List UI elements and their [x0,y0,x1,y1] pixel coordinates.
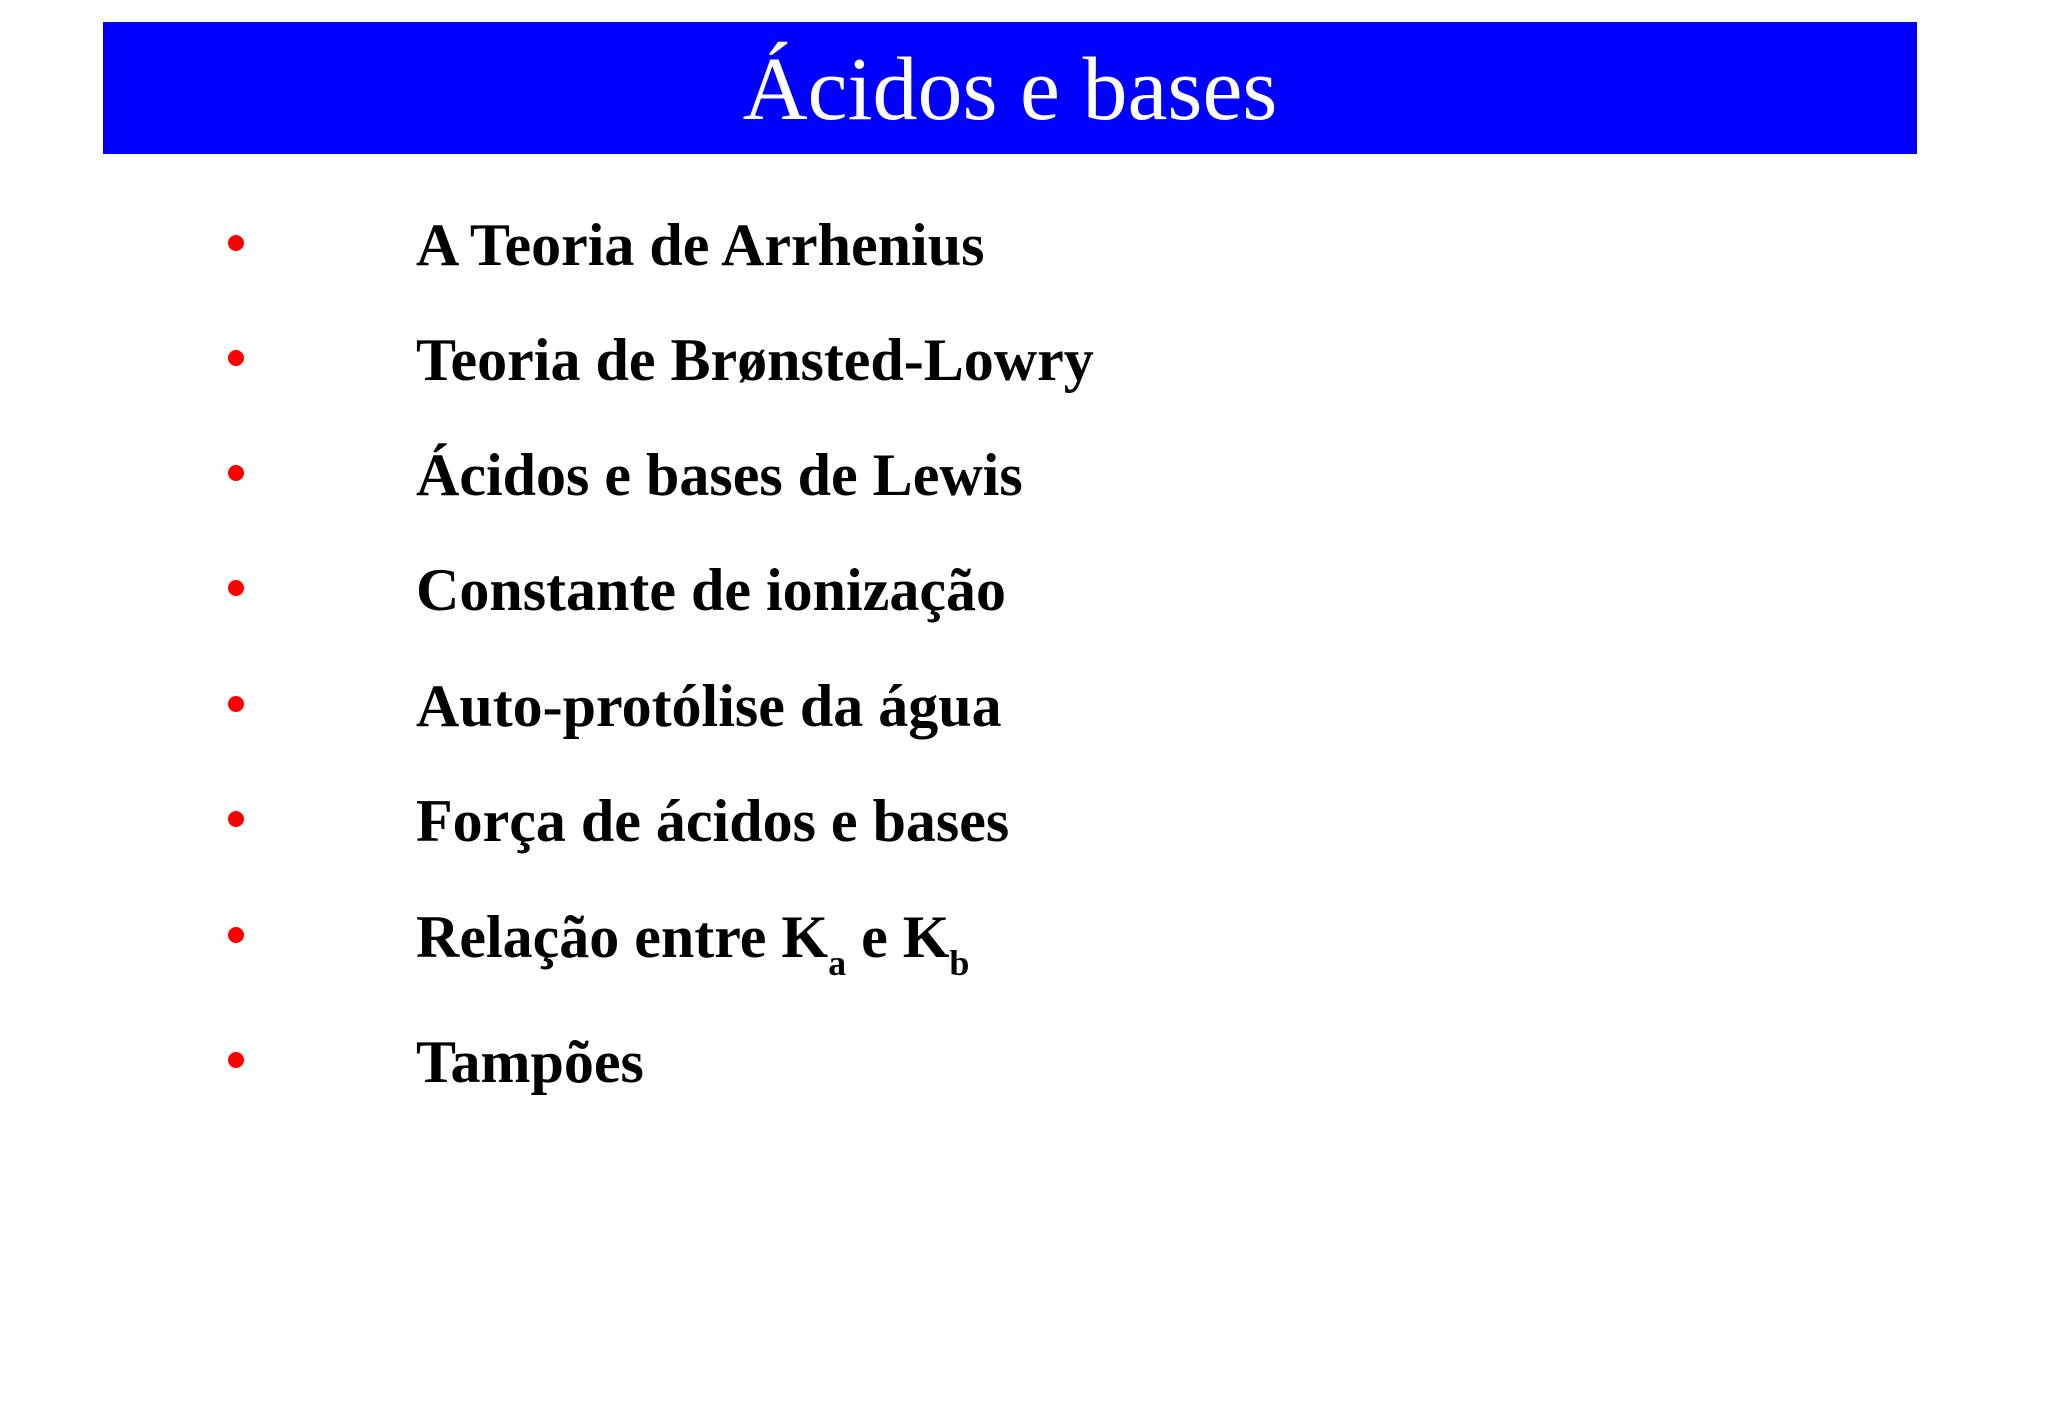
bullet-dot-icon [228,696,244,712]
bullet-text-part: Relação entre K [416,904,829,970]
subscript-b: b [949,943,970,983]
bullet-text: Força de ácidos e bases [416,788,1010,854]
bullet-text [416,904,970,983]
bullet-dot-icon [228,465,244,481]
list-item [0,673,1400,756]
bullet-text-part: e K [846,904,950,970]
list-item [0,212,1400,295]
bullet-dot-icon [228,580,244,596]
bullet-text: A Teoria de Arrhenius [416,212,985,278]
list-item [0,557,1400,640]
subscript-a: a [828,943,847,983]
slide-title: Ácidos e bases [742,40,1278,139]
list-item [0,327,1400,410]
bullet-text: Tampões [416,1029,644,1095]
bullet-text: Constante de ionização [416,557,1006,623]
bullet-dot-icon [228,235,244,251]
list-item [0,788,1400,871]
bullet-text: Ácidos e bases de Lewis [416,442,1023,508]
bullet-dot-icon [228,350,244,366]
bullet-text: Teoria de Brønsted-Lowry [416,327,1094,393]
bullet-dot-icon [228,927,244,943]
list-item [0,904,1400,987]
list-item [0,442,1400,525]
bullet-text: Auto-protólise da água [416,673,1002,739]
list-item [0,1029,1400,1112]
bullet-dot-icon [228,1052,244,1068]
bullet-dot-icon [228,811,244,827]
